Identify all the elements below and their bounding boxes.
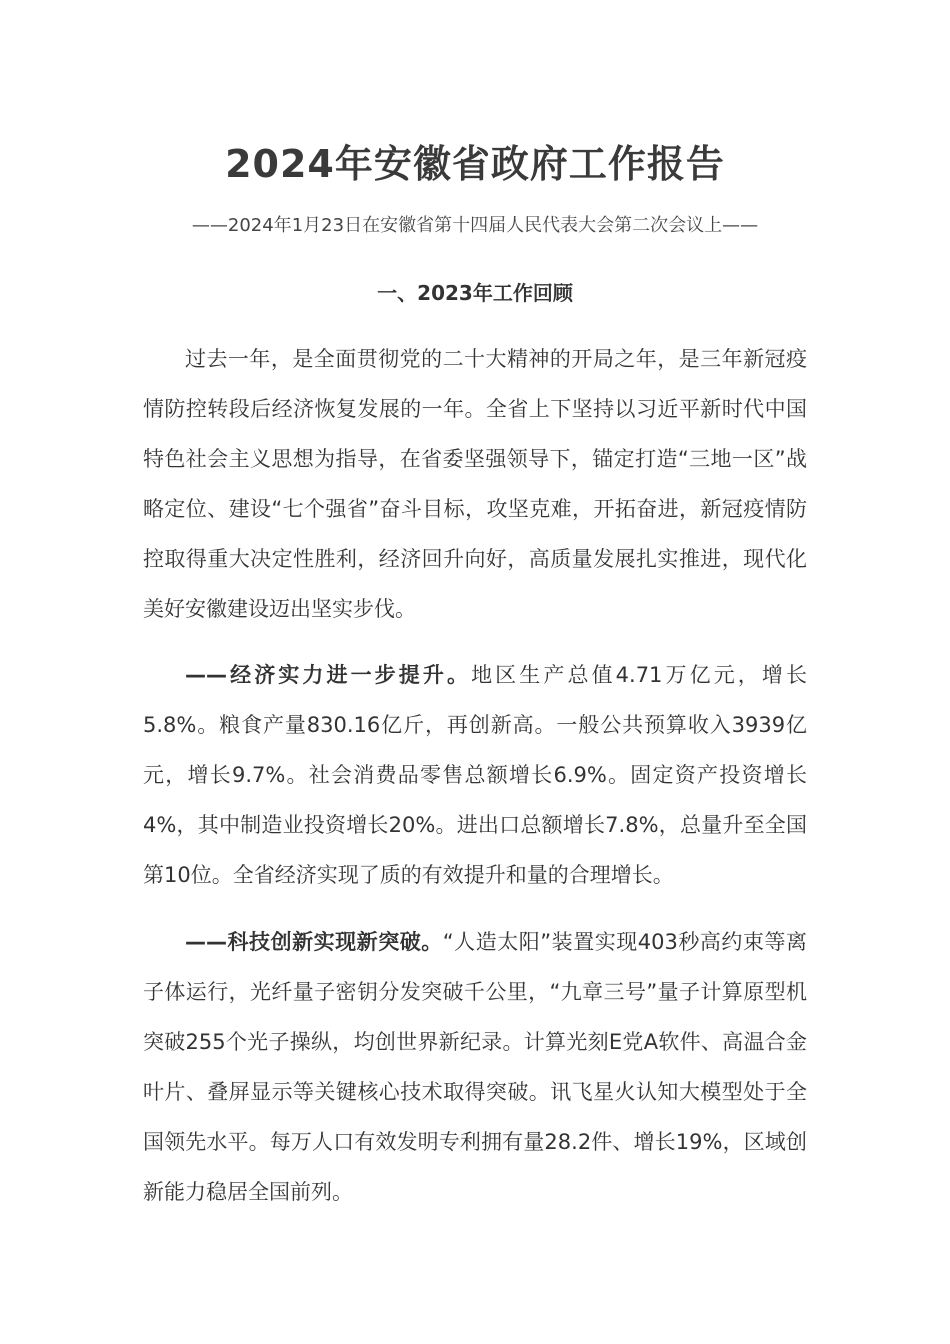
paragraph-text: “人造太阳”装置实现403秒高约束等离子体运行，光纤量子密钥分发突破千公里，“九章三号”量子计算原型机突破255个光子操纵，均创世界新纪录。计算光刻E党A软件、高温合金叶片、叠屏显示等关键核心技术取得突破。讯飞星火认知大模型处于全国领先水平。每万人口有效发明专利拥有量28.2件、增长19%，区域创新能力稳居全国前列。 xyxy=(143,930,808,1204)
paragraph-lead: ——经济实力进一步提升。 xyxy=(185,663,472,687)
section-heading: 一、2023年工作回顾 xyxy=(377,281,573,305)
page-subtitle: ——2024年1月23日在安徽省第十四届人民代表大会第二次会议上—— xyxy=(191,215,759,236)
paragraph-lead: ——科技创新实现新突破。 xyxy=(185,930,443,954)
paragraph-text: 过去一年，是全面贯彻党的二十大精神的开局之年，是三年新冠疫情防控转段后经济恢复发展的一年。全省上下坚持以习近平新时代中国特色社会主义思想为指导，在省委坚强领导下，锚定打造“三地一区”战略定位、建设“七个强省”奋斗目标，攻坚克难，开拓奋进，新冠疫情防控取得重大决定性胜利，经济回升向好，高质量发展扎实推进，现代化美好安徽建设迈出坚实步伐。 xyxy=(143,347,807,621)
paragraph xyxy=(143,334,807,634)
paragraph-text: 地区生产总值4.71万亿元，增长5.8%。粮食产量830.16亿斤，再创新高。一般公共预算收入3939亿元，增长9.7%。社会消费品零售总额增长6.9%。固定资产投资增长4%，其中制造业投资增长20%。进出口总额增长7.8%，总量升至全国第10位。全省经济实现了质的有效提升和量的合理增长。 xyxy=(143,663,808,887)
paragraph xyxy=(143,650,807,900)
page-title: 2024年安徽省政府工作报告 xyxy=(225,142,725,186)
paragraph xyxy=(143,917,807,1217)
